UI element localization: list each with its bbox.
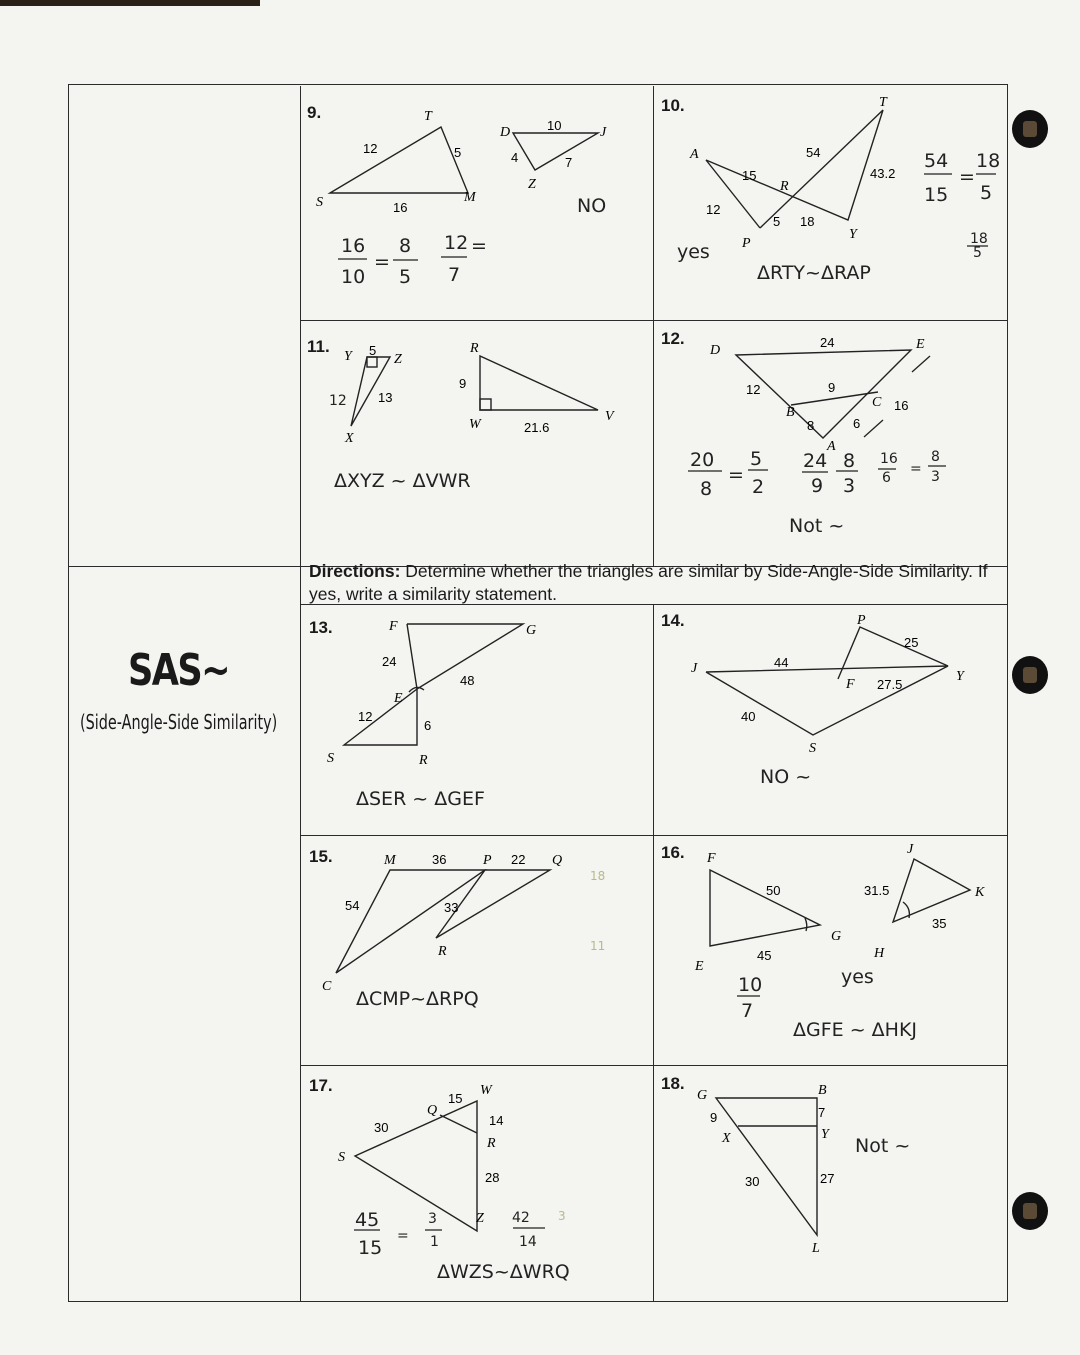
side-length: 24 [820, 335, 835, 350]
vertex-label: J [691, 661, 698, 676]
hw-statement: ΔXYZ ~ ΔVWR [334, 470, 471, 492]
vertex-label: P [742, 236, 751, 251]
hw-fraction: 7 [741, 1000, 754, 1022]
triangle-ser [344, 689, 417, 745]
vertex-label: Y [344, 349, 352, 364]
vertex-label: G [526, 623, 537, 638]
side-length: 21.6 [524, 420, 550, 435]
hw-faint-note: 11 [590, 939, 606, 953]
hw-equals: = [397, 1228, 409, 1244]
hw-fraction: 8 [700, 478, 713, 500]
vertex-label: J [600, 125, 607, 140]
vertex-label: C [872, 395, 882, 410]
vertex-label: D [710, 343, 721, 358]
side-length: 54 [345, 898, 360, 913]
angle-mark [805, 918, 807, 931]
problem-number-16: 16. [661, 843, 685, 862]
problem-number-14: 14. [661, 611, 685, 630]
vertex-label: G [697, 1088, 708, 1103]
problem-number-9: 9. [307, 103, 322, 122]
side-length: 5 [773, 214, 781, 229]
hw-fraction: 2 [752, 476, 765, 498]
vertex-label: C [322, 979, 332, 994]
problem-number-12: 12. [661, 329, 685, 348]
segment-fp [838, 627, 948, 679]
vertex-label: Y [821, 1127, 829, 1142]
problem-number-17: 17. [309, 1076, 333, 1095]
hw-fraction: 3 [428, 1211, 437, 1227]
vertex-label: X [722, 1131, 731, 1146]
hw-equals: = [471, 235, 487, 257]
hw-fraction: 5 [399, 266, 412, 288]
hw-fraction: 5 [750, 448, 763, 470]
side-length: 25 [904, 635, 919, 650]
hw-equals: = [910, 461, 922, 477]
vertex-label: F [707, 851, 716, 866]
side-length: 15 [448, 1091, 463, 1106]
directions-label: Directions: [309, 561, 401, 581]
vertex-label: T [424, 109, 432, 124]
hw-fraction: 18 [970, 231, 988, 247]
hw-answer: NO [577, 195, 607, 217]
triangle-hkj [893, 859, 970, 922]
hw-statement: ΔSER ~ ΔGEF [356, 788, 485, 810]
right-angle-mark [367, 357, 377, 367]
vertex-label: Q [552, 853, 563, 868]
side-length: 16 [393, 200, 408, 215]
side-length: 13 [378, 390, 393, 405]
vertex-label: Z [394, 352, 402, 367]
directions-text: Determine whether the triangles are similar by Side-Angle-Side Similarity. If yes, write a similarity statement. [309, 561, 988, 604]
side-length: 43.2 [870, 166, 896, 181]
lesson-subtitle: (Side-Angle-Side Similarity) [80, 710, 278, 734]
vertex-label: T [879, 95, 887, 110]
side-length: 45 [757, 948, 772, 963]
problem-number-11: 11. [307, 337, 330, 356]
lesson-title: SAS~ [128, 645, 230, 696]
side-length: 27 [820, 1171, 835, 1186]
right-angle-mark [480, 399, 491, 410]
side-length: 24 [382, 654, 397, 669]
triangle-djz [513, 133, 598, 170]
hw-fraction: 3 [843, 475, 856, 497]
handwriting [338, 174, 996, 1230]
vertex-label: D [500, 125, 511, 140]
hw-answer: yes [841, 966, 874, 988]
triangle-gbl [716, 1098, 817, 1235]
problem-17-labels [338, 1083, 503, 1226]
hw-fraction: 10 [738, 974, 763, 996]
vertex-label: B [786, 405, 795, 420]
hw-equals: = [728, 464, 744, 486]
side-length: 12 [706, 202, 721, 217]
side-length: 5 [369, 343, 377, 358]
side-length: 9 [710, 1110, 718, 1125]
side-length: 12 [746, 382, 761, 397]
vertex-label: J [907, 842, 914, 857]
hw-fraction: 8 [399, 235, 412, 257]
hw-fraction: 8 [843, 450, 856, 472]
hw-statement: ΔRTY~ΔRAP [757, 262, 871, 284]
side-length: 27.5 [877, 677, 903, 692]
side-length: 9 [828, 380, 836, 395]
triangle-rty-outline [706, 110, 883, 228]
side-length: 18 [800, 214, 815, 229]
side-length: 30 [374, 1120, 389, 1135]
hw-statement: ΔCMP~ΔRPQ [356, 988, 479, 1010]
hw-fraction: 15 [924, 184, 949, 206]
vertex-label: K [975, 885, 985, 900]
vertex-label: A [690, 147, 699, 162]
hw-fraction: 18 [976, 150, 1001, 172]
triangle-smt [330, 127, 468, 193]
side-length: 8 [807, 418, 815, 433]
vertex-label: P [857, 613, 866, 628]
hw-fraction: 5 [973, 245, 982, 261]
hw-fraction: 45 [355, 1209, 380, 1231]
problem-number-10: 10. [661, 96, 685, 115]
problem-number-15: 15. [309, 847, 333, 866]
vertex-label: V [605, 409, 614, 424]
vertex-label: R [487, 1136, 496, 1151]
problem-14-labels [691, 613, 966, 756]
vertex-label: S [809, 741, 816, 756]
hw-fraction: 5 [980, 182, 993, 204]
side-length: 36 [432, 852, 447, 867]
hw-fraction: 10 [341, 266, 366, 288]
hw-fraction: 14 [519, 1234, 537, 1250]
vertex-label: X [345, 431, 354, 446]
side-length: 15 [742, 168, 757, 183]
problem-10-labels [689, 95, 895, 251]
hw-answer: Not ~ [855, 1135, 911, 1157]
side-length: 44 [774, 655, 789, 670]
hw-fraction: 6 [882, 470, 891, 486]
hw-fraction: 24 [803, 450, 828, 472]
vertex-label: S [327, 751, 334, 766]
side-length: 7 [818, 1105, 826, 1120]
side-length: 54 [806, 145, 821, 160]
hw-fraction: 8 [931, 449, 940, 465]
hw-equals: = [374, 251, 390, 273]
side-length: 31.5 [864, 883, 890, 898]
problem-number-18: 18. [661, 1074, 685, 1093]
side-length: 50 [766, 883, 781, 898]
vertex-label: R [470, 341, 479, 356]
vertex-label: Z [476, 1211, 484, 1226]
hw-fraction: 7 [448, 264, 461, 286]
vertex-label: R [780, 179, 789, 194]
hw-fraction: 42 [512, 1210, 530, 1226]
vertex-label: F [846, 677, 855, 692]
triangle-vwr [480, 356, 598, 410]
vertex-label: E [394, 691, 403, 706]
vertex-label: L [812, 1241, 820, 1256]
side-length: 12 [358, 709, 373, 724]
side-length: 48 [460, 673, 475, 688]
vertex-label: E [916, 337, 925, 352]
side-length: 5 [454, 145, 462, 160]
side-length: 28 [485, 1170, 500, 1185]
side-length: 7 [565, 155, 573, 170]
vertex-label: Z [528, 177, 536, 192]
hw-fraction: 54 [924, 150, 949, 172]
side-length: 16 [894, 398, 909, 413]
vertex-label: E [695, 959, 704, 974]
vertex-label: S [338, 1150, 345, 1165]
hw-fraction: 12 [444, 232, 469, 254]
vertex-label: F [389, 619, 398, 634]
side-length: 35 [932, 916, 947, 931]
vertex-label: Q [427, 1103, 438, 1118]
hw-answer: yes [677, 241, 710, 263]
problem-16-labels [694, 842, 985, 974]
hw-fraction: 20 [690, 449, 715, 471]
hw-fraction: 9 [811, 475, 824, 497]
vertex-label: Y [849, 227, 857, 242]
vertex-label: R [438, 944, 447, 959]
triangle-jys [706, 666, 948, 735]
vertex-label: P [483, 853, 492, 868]
hw-equals: = [959, 166, 975, 188]
vertex-label: Y [956, 669, 964, 684]
hw-answer: NO ~ [760, 766, 812, 788]
hw-statement: ΔWZS~ΔWRQ [437, 1261, 570, 1283]
side-length: 12 [363, 141, 378, 156]
vertex-label: A [827, 439, 836, 454]
side-length: 40 [741, 709, 756, 724]
segment-qr [440, 1115, 477, 1133]
side-length: 22 [511, 852, 526, 867]
vertex-label: H [874, 946, 885, 961]
vertex-label: M [384, 853, 396, 868]
triangle-gfe [710, 870, 820, 946]
hw-fraction: 1 [430, 1234, 439, 1250]
vertex-label: M [464, 190, 476, 205]
problem-number-13: 13. [309, 618, 333, 637]
side-length: 4 [511, 150, 519, 165]
hw-faint-note: 18 [590, 869, 606, 883]
side-length: 30 [745, 1174, 760, 1189]
side-length: 6 [424, 718, 432, 733]
triangle-dea [736, 350, 911, 438]
hw-side: 12 [329, 393, 347, 409]
vertex-label: G [831, 929, 842, 944]
vertex-label: W [469, 417, 481, 432]
side-length: 9 [459, 376, 467, 391]
side-length: 33 [444, 900, 459, 915]
side-length: 6 [853, 416, 861, 431]
hw-fraction: 15 [358, 1237, 383, 1259]
hw-statement: ΔGFE ~ ΔHKJ [793, 1019, 918, 1041]
problem-9-labels [316, 109, 607, 215]
vertex-label: B [818, 1083, 827, 1098]
hw-faint-note: 3 [558, 1209, 566, 1223]
side-length: 10 [547, 118, 562, 133]
side-length: 14 [489, 1113, 504, 1128]
hw-answer: Not ~ [789, 515, 845, 537]
hw-fraction: 16 [880, 451, 898, 467]
problem-15-labels [322, 852, 562, 994]
vertex-label: W [480, 1083, 492, 1098]
vertex-label: S [316, 195, 323, 210]
vertex-label: R [419, 753, 428, 768]
hw-fraction: 16 [341, 235, 366, 257]
hw-fraction: 3 [931, 469, 940, 485]
